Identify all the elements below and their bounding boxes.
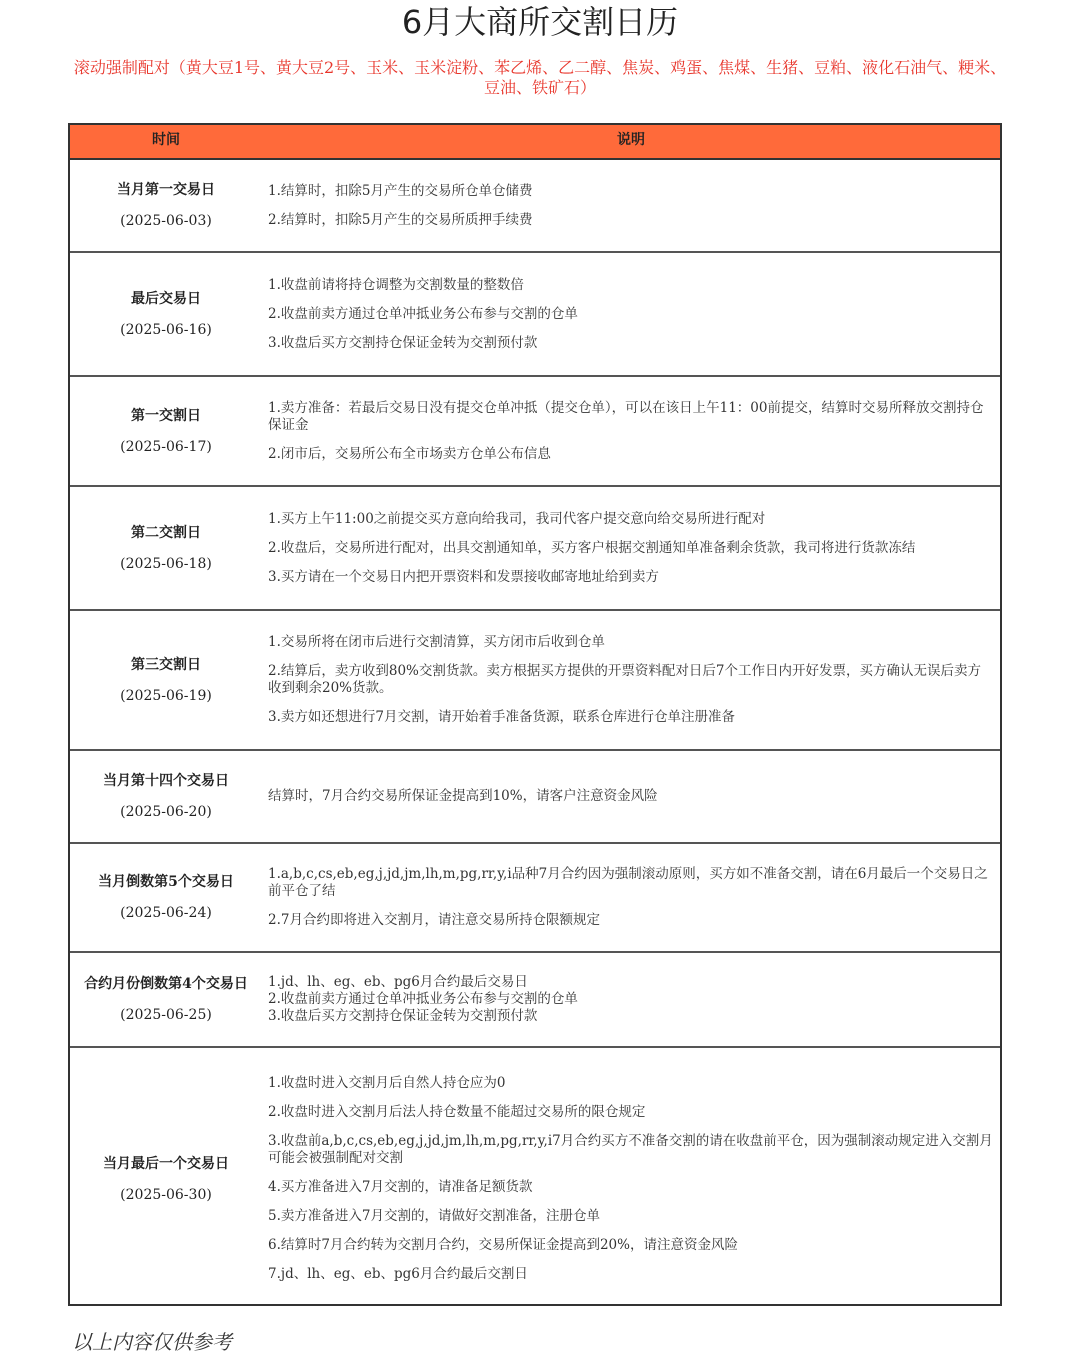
time-cell bbox=[70, 160, 262, 251]
time-cell bbox=[70, 751, 262, 842]
header-time: 时间 bbox=[152, 132, 180, 148]
time-label: 当月第十四个交易日 bbox=[103, 773, 229, 789]
table-row bbox=[70, 253, 1000, 377]
table-row bbox=[70, 1048, 1000, 1310]
description-item: 1.a,b,c,cs,eb,eg,j,jd,jm,lh,m,pg,rr,y,i品种7月合约因为强制滚动原则，买方如不准备交割，请在6月最后一个交易日之前平仓了结 bbox=[268, 866, 988, 899]
time-date: (2025-06-03) bbox=[120, 213, 212, 229]
table-header bbox=[70, 125, 1000, 160]
time-label: 当月最后一个交易日 bbox=[103, 1155, 229, 1172]
page-subtitle: 滚动强制配对（黄大豆1号、黄大豆2号、玉米、玉米淀粉、苯乙烯、乙二醇、焦炭、鸡蛋、焦煤、生猪、豆粕、液化石油气、粳米、豆油、铁矿石） bbox=[73, 58, 1007, 97]
table-row bbox=[70, 160, 1000, 253]
description-item: 2.收盘前卖方通过仓单冲抵业务公布参与交割的仓单 bbox=[268, 991, 578, 1007]
time-date: (2025-06-30) bbox=[120, 1186, 212, 1203]
description-item: 结算时，7月合约交易所保证金提高到10%，请客户注意资金风险 bbox=[268, 788, 658, 804]
description-item: 3.收盘后买方交割持仓保证金转为交割预付款 bbox=[268, 1008, 538, 1024]
time-label: 第二交割日 bbox=[131, 524, 201, 541]
description-item: 1.收盘时进入交割月后自然人持仓应为0 bbox=[268, 1075, 506, 1091]
description-cell bbox=[262, 611, 1000, 749]
description-item: 2.收盘前卖方通过仓单冲抵业务公布参与交割的仓单 bbox=[268, 305, 578, 322]
time-cell bbox=[70, 377, 262, 485]
table-row bbox=[70, 611, 1000, 751]
description-cell bbox=[262, 1048, 1000, 1310]
time-cell bbox=[70, 611, 262, 749]
description-item: 1.交易所将在闭市后进行交割清算，买方闭市后收到仓单 bbox=[268, 634, 605, 650]
description-cell bbox=[262, 487, 1000, 609]
time-date: (2025-06-18) bbox=[120, 555, 212, 572]
description-cell bbox=[262, 751, 1000, 842]
time-date: (2025-06-24) bbox=[120, 905, 212, 921]
delivery-calendar-table bbox=[68, 123, 1002, 1306]
table-row bbox=[70, 844, 1000, 953]
time-label: 当月第一交易日 bbox=[117, 182, 215, 198]
description-item: 1.买方上午11:00之前提交买方意向给我司，我司代客户提交意向给交易所进行配对 bbox=[268, 510, 766, 527]
description-cell bbox=[262, 844, 1000, 951]
time-label: 合约月份倒数第4个交易日 bbox=[84, 976, 248, 992]
time-label: 当月倒数第5个交易日 bbox=[98, 874, 234, 890]
time-label: 最后交易日 bbox=[131, 290, 201, 307]
description-item: 2.收盘时进入交割月后法人持仓数量不能超过交易所的限仓规定 bbox=[268, 1104, 646, 1120]
footer-note: 以上内容仅供参考 bbox=[72, 1330, 232, 1354]
time-date: (2025-06-16) bbox=[120, 321, 212, 338]
time-cell bbox=[70, 1048, 262, 1310]
time-cell bbox=[70, 953, 262, 1046]
description-item: 1.卖方准备：若最后交易日没有提交仓单冲抵（提交仓单），可以在该日上午11：00前提交，结算时交易所释放交割持仓保证金 bbox=[268, 399, 984, 433]
description-item: 2.闭市后，交易所公布全市场卖方仓单公布信息 bbox=[268, 445, 551, 462]
description-item: 2.7月合约即将进入交割月，请注意交易所持仓限额规定 bbox=[268, 912, 600, 928]
time-date: (2025-06-25) bbox=[120, 1007, 212, 1023]
time-cell bbox=[70, 253, 262, 375]
description-cell bbox=[262, 160, 1000, 251]
table-row bbox=[70, 751, 1000, 844]
table-row bbox=[70, 953, 1000, 1048]
time-cell bbox=[70, 844, 262, 951]
description-item: 1.jd、lh、eg、eb、pg6月合约最后交易日 bbox=[268, 974, 528, 990]
header-description: 说明 bbox=[617, 132, 645, 148]
description-cell bbox=[262, 377, 1000, 485]
table-body bbox=[70, 160, 1000, 1310]
description-item: 4.买方准备进入7月交割的，请准备足额货款 bbox=[268, 1179, 533, 1195]
time-date: (2025-06-20) bbox=[120, 804, 212, 820]
description-item: 5.卖方准备进入7月交割的，请做好交割准备，注册仓单 bbox=[268, 1208, 600, 1224]
description-item: 3.卖方如还想进行7月交割，请开始着手准备货源，联系仓库进行仓单注册准备 bbox=[268, 709, 735, 725]
table-row bbox=[70, 377, 1000, 487]
time-date: (2025-06-19) bbox=[120, 687, 212, 704]
description-item: 1.结算时，扣除5月产生的交易所仓单仓储费 bbox=[268, 182, 533, 199]
description-cell bbox=[262, 253, 1000, 375]
description-cell bbox=[262, 953, 1000, 1046]
description-item: 2.结算后，卖方收到80%交割货款。卖方根据买方提供的开票资料配对日后7个工作日内开好发票，买方确认无误后卖方收到剩余20%货款。 bbox=[268, 663, 981, 696]
description-item: 7.jd、lh、eg、eb、pg6月合约最后交割日 bbox=[268, 1266, 528, 1282]
description-item: 1.收盘前请将持仓调整为交割数量的整数倍 bbox=[268, 276, 524, 293]
time-label: 第一交割日 bbox=[131, 407, 201, 424]
time-cell bbox=[70, 487, 262, 609]
description-item: 3.收盘前a,b,c,cs,eb,eg,j,jd,jm,lh,m,pg,rr,y,i7月合约买方不准备交割的请在收盘前平仓，因为强制滚动规定进入交割月可能会被强制配对交割 bbox=[268, 1133, 993, 1166]
time-date: (2025-06-17) bbox=[120, 438, 212, 455]
description-item: 2.结算时，扣除5月产生的交易所质押手续费 bbox=[268, 211, 533, 228]
description-item: 2.收盘后，交易所进行配对，出具交割通知单，买方客户根据交割通知单准备剩余货款，我司将进行货款冻结 bbox=[268, 539, 916, 556]
time-label: 第三交割日 bbox=[131, 656, 201, 673]
table-row bbox=[70, 487, 1000, 611]
description-item: 3.买方请在一个交易日内把开票资料和发票接收邮寄地址给到卖方 bbox=[268, 568, 659, 585]
description-item: 3.收盘后买方交割持仓保证金转为交割预付款 bbox=[268, 334, 538, 351]
page-title: 6月大商所交割日历 bbox=[401, 3, 679, 41]
description-item: 6.结算时7月合约转为交割月合约，交易所保证金提高到20%，请注意资金风险 bbox=[268, 1237, 738, 1253]
